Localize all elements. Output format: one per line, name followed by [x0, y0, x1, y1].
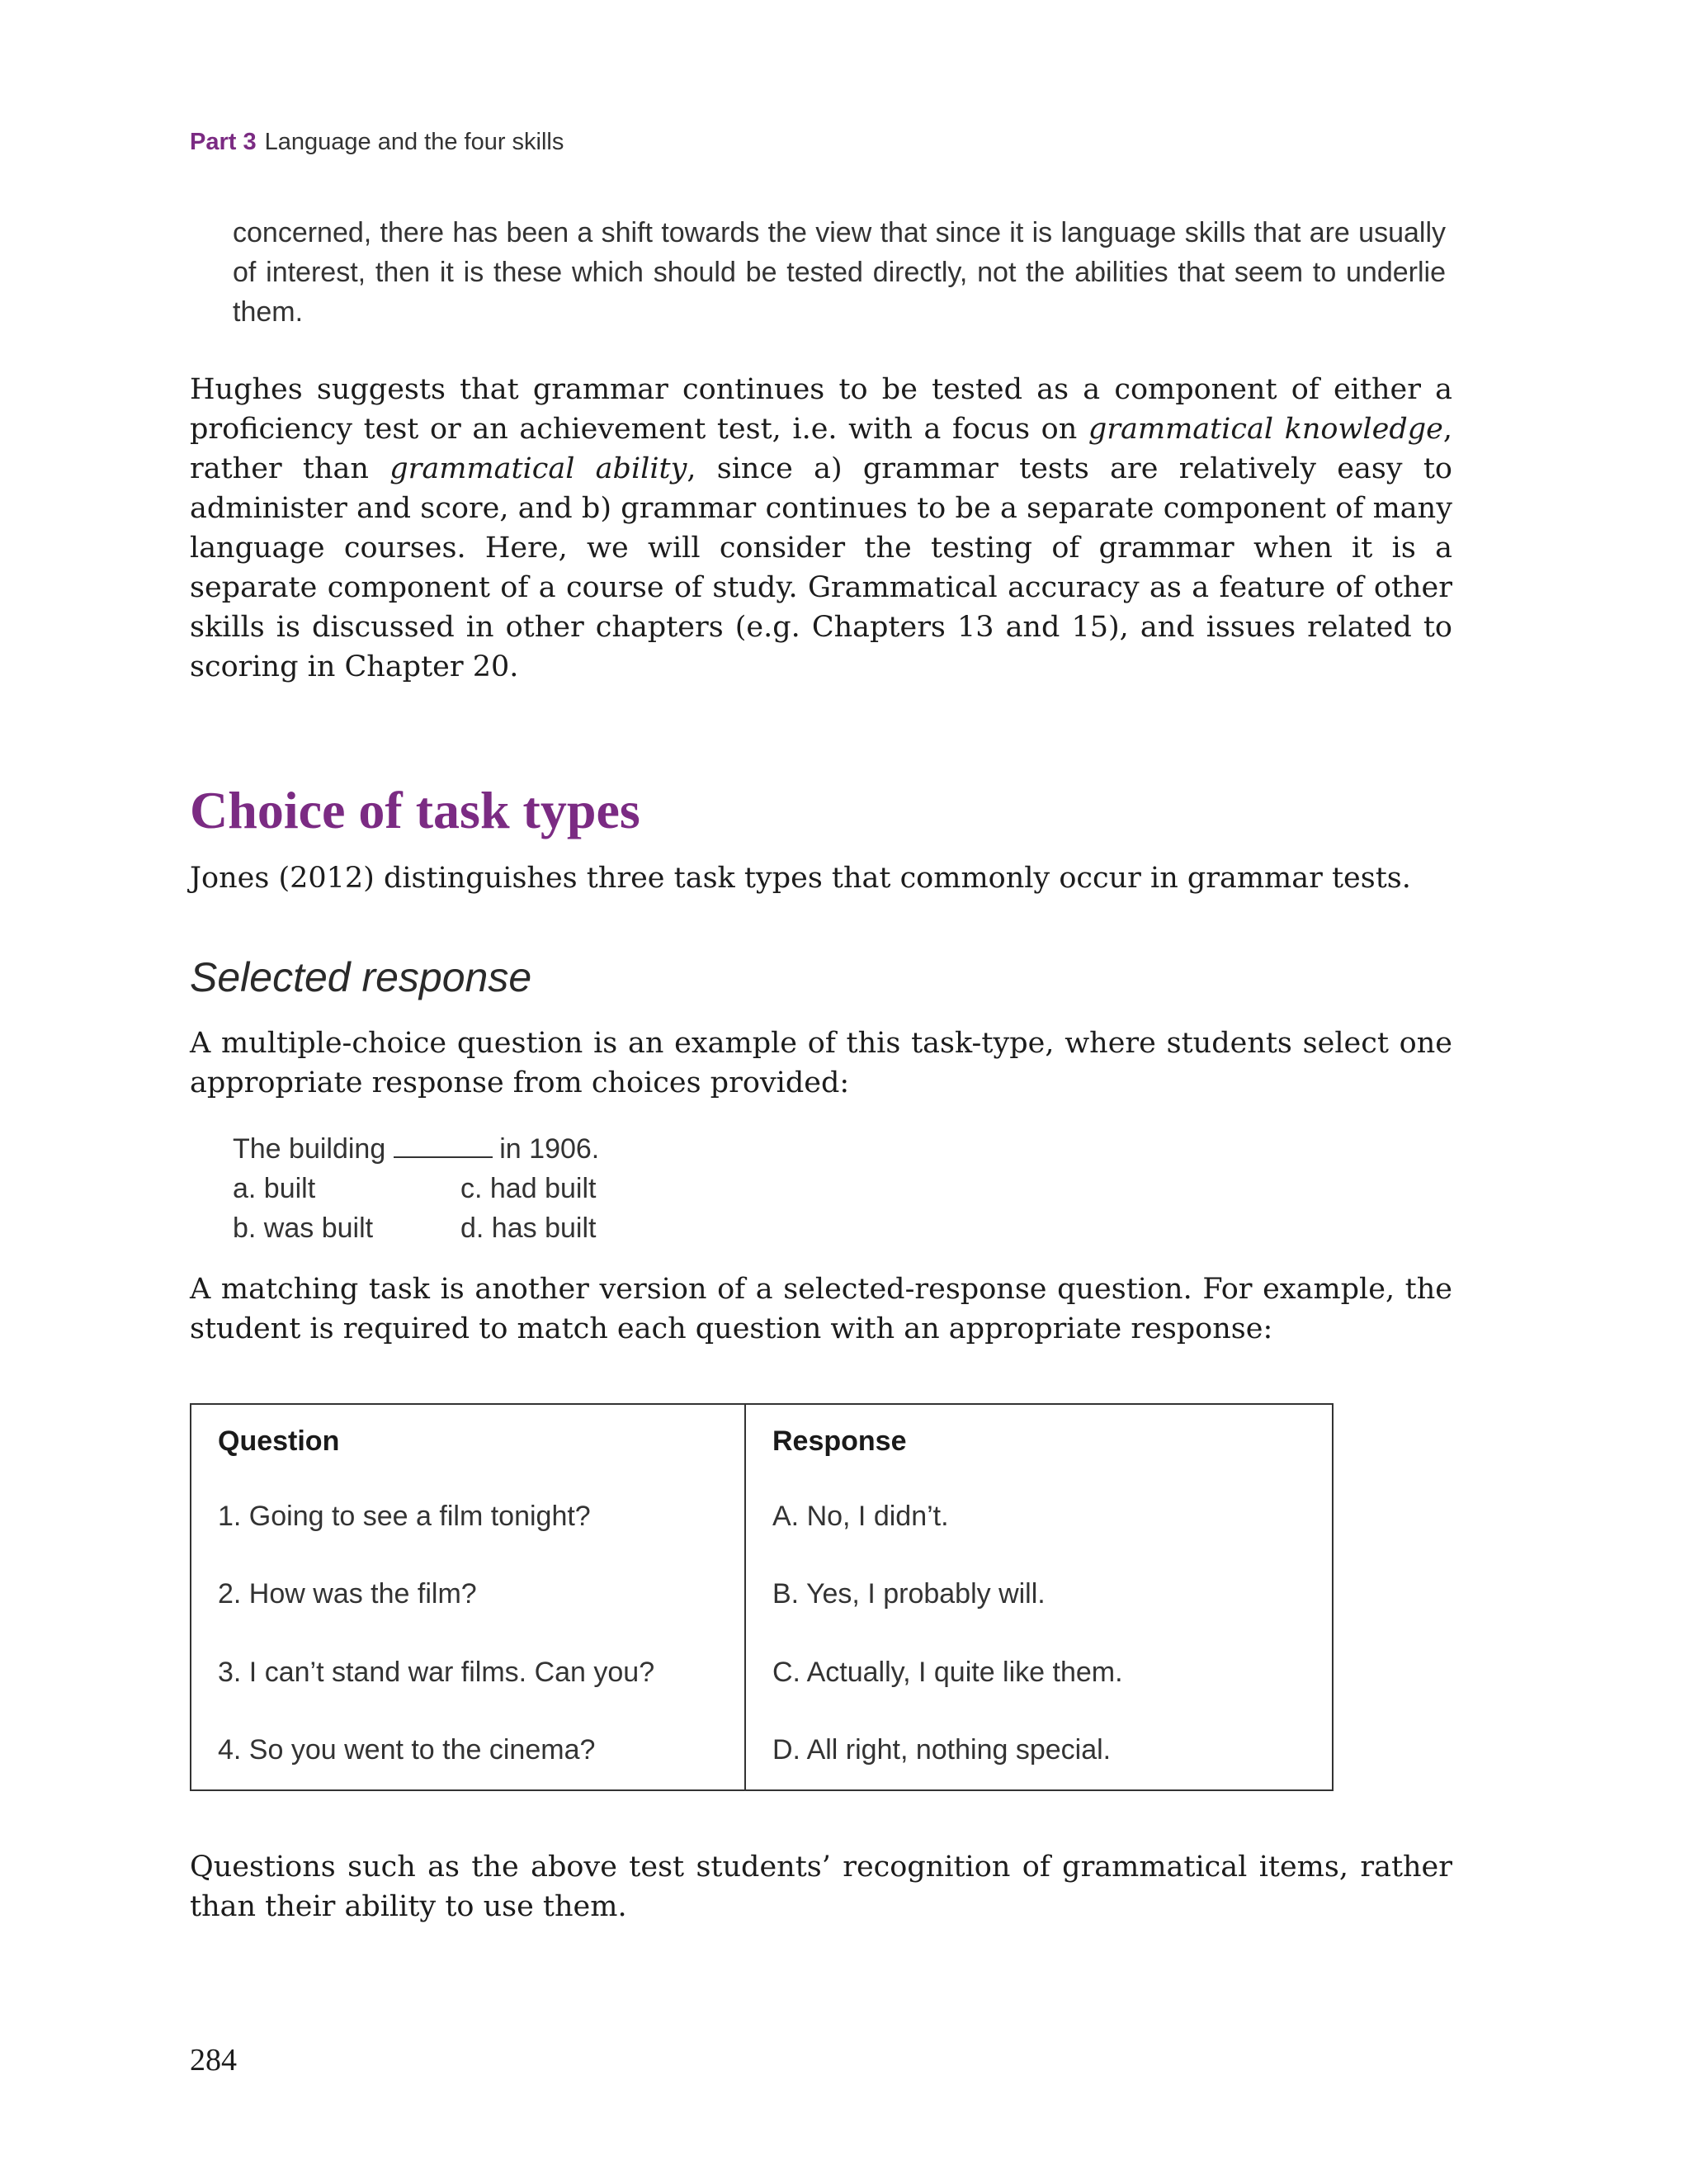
table-row	[191, 1711, 1333, 1790]
matching-table	[190, 1403, 1334, 1791]
question-stem	[233, 1129, 599, 1169]
paragraph-recognition: Questions such as the above test students’ recognition of grammatical items, rather than their ability to use them.	[190, 1851, 1452, 1923]
options-row-1	[233, 1169, 599, 1208]
question-cell: 4. So you went to the cinema?	[191, 1711, 745, 1790]
table-row	[191, 1555, 1333, 1633]
answer-blank	[394, 1132, 493, 1158]
paragraph-multiple-choice: A multiple-choice question is an example of this task-type, where students select one appropriate response from choices provided:	[190, 1027, 1452, 1099]
table-row	[191, 1633, 1333, 1711]
option-c: c. had built	[460, 1173, 597, 1204]
block-quote: concerned, there has been a shift towards the view that since it is language skills that are usually of interest, then it is these which should be tested directly, not the abilities that seem to underlie them.	[233, 217, 1446, 328]
multiple-choice-example	[233, 1129, 599, 1248]
para1-seg3: , since a) grammar tests are relatively easy to administer and score, and b) grammar continues to be a separate component of many language courses. Here, we will consider the testing of grammar when it is a separate component of a course of study. Grammatical accuracy as a feature of other skills is discussed in other chapters (e.g. Chapters 13 and 15), and issues related to scoring in Chapter 20.	[190, 452, 1452, 683]
para1-seg2: , rather than	[190, 413, 1452, 485]
options-row-2	[233, 1208, 599, 1248]
para1-emphasis-knowledge: grammatical knowledge	[1088, 413, 1443, 446]
option-d: d. has built	[460, 1213, 597, 1244]
section-heading: Choice of task types	[190, 781, 640, 839]
question-cell: 2. How was the film?	[191, 1555, 745, 1633]
option-b: b. was built	[233, 1213, 374, 1244]
header-question: Question	[191, 1404, 745, 1477]
page-number: 284	[190, 2043, 237, 2078]
question-cell: 1. Going to see a film tonight?	[191, 1477, 745, 1555]
paragraph-jones: Jones (2012) distinguishes three task types that commonly occur in grammar tests.	[190, 862, 1411, 895]
header-response: Response	[745, 1404, 1333, 1477]
paragraph-matching: A matching task is another version of a selected-response question. For example, the student is required to match each question with an appropriate response:	[190, 1273, 1452, 1345]
header-section-title: Language and the four skills	[264, 129, 564, 155]
response-cell: D. All right, nothing special.	[745, 1711, 1333, 1790]
option-a: a. built	[233, 1173, 316, 1204]
stem-before: The building	[233, 1133, 386, 1165]
paragraph-hughes	[190, 370, 1452, 687]
para1-seg1: Hughes suggests that grammar continues to be tested as a component of either a proficiency test or an achievement test, i.e. with a focus on	[190, 373, 1452, 446]
stem-after: in 1906.	[499, 1133, 600, 1165]
running-header	[190, 129, 564, 156]
para1-emphasis-ability: grammatical ability	[389, 452, 687, 485]
part-label: Part 3	[190, 129, 257, 155]
response-cell: A. No, I didn’t.	[745, 1477, 1333, 1555]
response-cell: B. Yes, I probably will.	[745, 1555, 1333, 1633]
table-row	[191, 1477, 1333, 1555]
table-header-row	[191, 1404, 1333, 1477]
subsection-heading: Selected response	[190, 954, 532, 1000]
question-cell: 3. I can’t stand war films. Can you?	[191, 1633, 745, 1711]
response-cell: C. Actually, I quite like them.	[745, 1633, 1333, 1711]
